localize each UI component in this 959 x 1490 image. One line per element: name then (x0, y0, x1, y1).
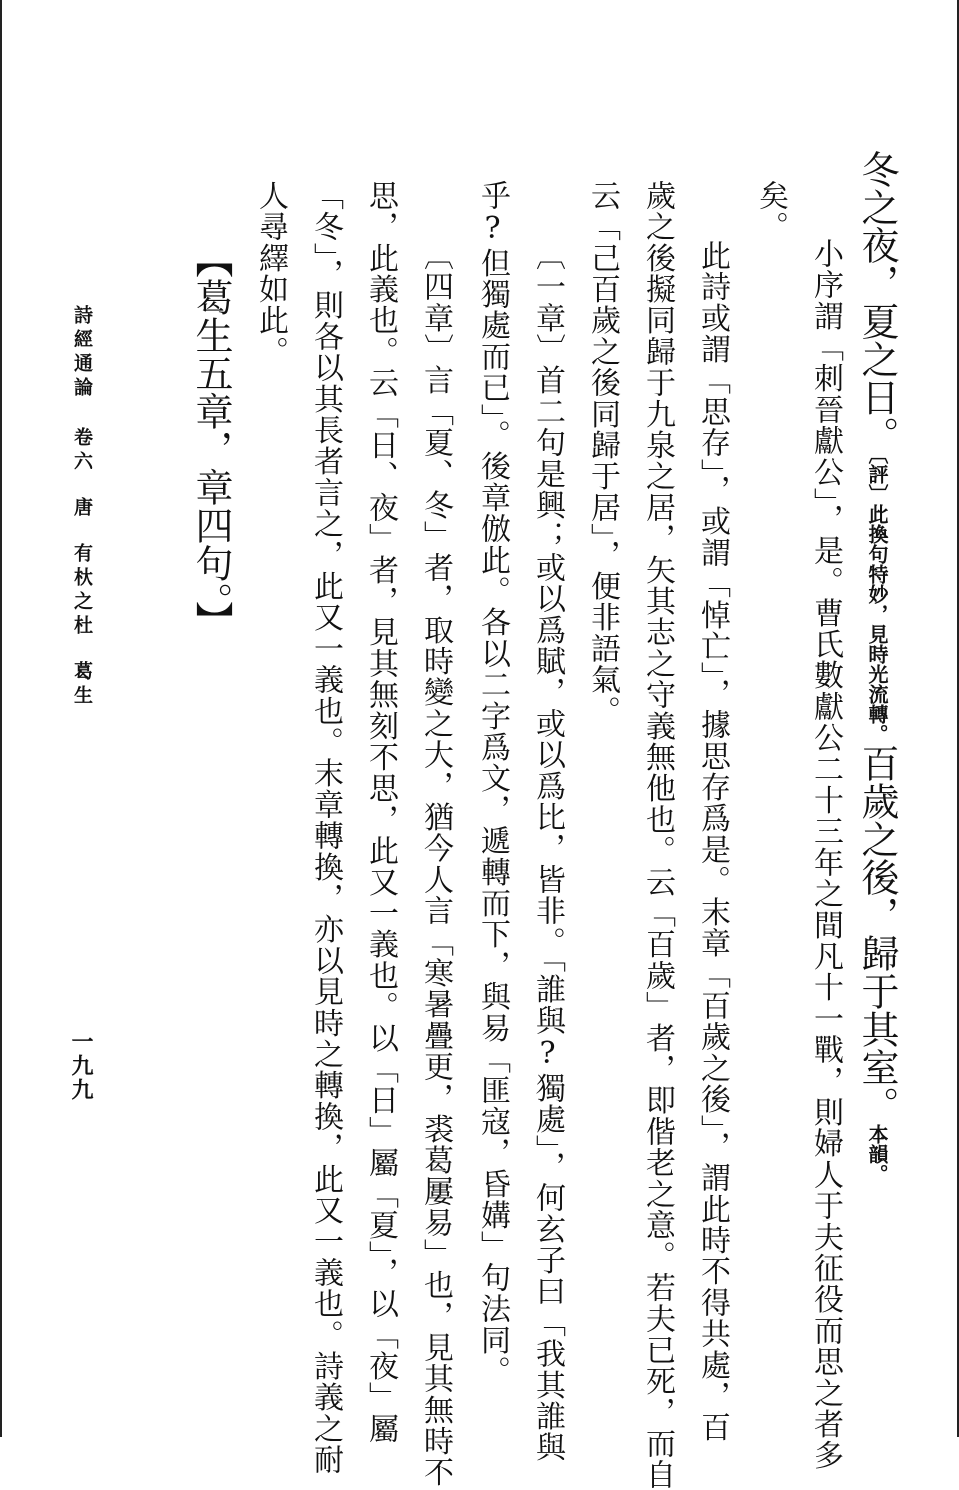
state-label: 唐 (71, 497, 93, 521)
commentary-note: 〔評〕此換句特妙，見時光流轉。 (865, 454, 889, 744)
rhyme-note: 本韻。 (865, 1124, 889, 1184)
commentary-line-4: 歲之後擬同歸于九泉之居，矢其志之守義無他也。云「百歲」者，即偕老之意。若夫已死，而自 (640, 180, 675, 1490)
commentary-line-10: 「冬」，則各以其長者言之，此又一義也。末章轉換，亦以見時之轉換，此又一義也。詩義之耐 (308, 180, 343, 1476)
poem-line-2: 百歲之後，歸于其室。 (855, 744, 899, 1124)
commentary-line-3: 此詩或謂「思存」，或謂「悼亡」，據思存爲是。末章「百歲之後」，謂此時不得共處，百 (695, 240, 730, 1443)
commentary-line-1: 小序謂「刺晉獻公」，是。曹氏數獻公二十三年之間凡十一戰，則婦人于夫征役而思之者多 (808, 238, 843, 1471)
commentary-line-2: 矣。 (753, 180, 788, 243)
commentary-line-8: 〔四章〕言「夏、冬」者，取時變之大，猶今人言「寒暑疊更，裘葛屢易」也，見其無時不 (418, 240, 453, 1488)
running-head (72, 305, 91, 709)
commentary-line-5: 云「己百歲之後同歸于居」，便非語氣。 (585, 180, 620, 727)
poem-label: 葛生 (71, 661, 93, 709)
commentary-line-6: 〔一章〕首二句是興；或以爲賦，或以爲比，皆非。「誰與?獨處」，何玄子曰「我其誰與 (530, 240, 565, 1463)
section-label: 有杕之杜 (71, 543, 93, 639)
poem-column (855, 150, 899, 1410)
poem-line-1: 冬之夜，夏之日。 (855, 150, 899, 454)
commentary-line-9: 思，此義也。云「日、夜」者，見其無刻不思，此又一義也。以「日」屬「夏」，以「夜」屬 (363, 180, 398, 1445)
book-title: 詩經通論 (71, 305, 93, 401)
page-edge-left (0, 0, 2, 1437)
commentary-line-11: 人尋繹如此。 (253, 180, 288, 368)
commentary-line-7: 乎?但獨處而已」。後章倣此。各以二字爲文，遞轉而下，與易「匪寇，昏媾」句法同。 (475, 180, 510, 1387)
volume-label: 卷六 (71, 427, 93, 475)
chapter-summary: 【葛生五章，章四句。】 (189, 240, 233, 639)
page-number: 一九九 (68, 1030, 94, 1102)
